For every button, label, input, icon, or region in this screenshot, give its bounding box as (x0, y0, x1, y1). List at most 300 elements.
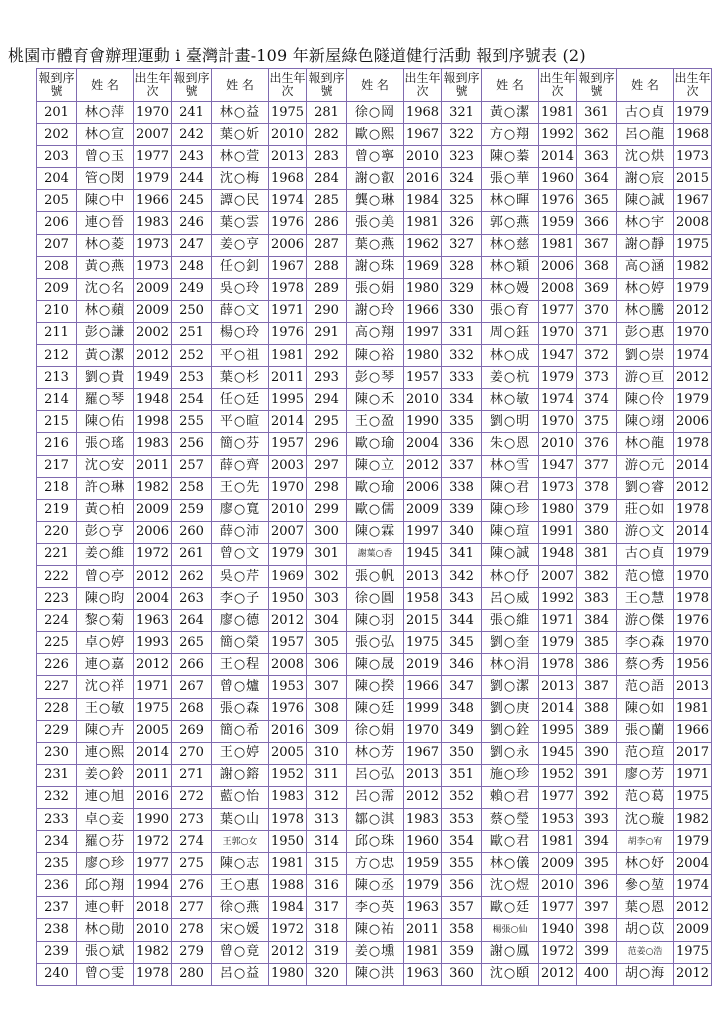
entry-birth-year: 2011 (404, 919, 442, 941)
entry-birth-year: 1966 (674, 720, 712, 742)
entry-number: 339 (442, 499, 482, 521)
entry-name: 陳○裕 (347, 345, 404, 367)
entry-name: 黃○柏 (77, 499, 134, 521)
entry-name: 姜○杭 (482, 367, 539, 389)
entry-birth-year: 1970 (134, 102, 172, 124)
entry-name: 姜○維 (77, 543, 134, 565)
entry-birth-year: 1948 (539, 543, 577, 565)
entry-number: 357 (442, 897, 482, 919)
entry-birth-year: 1966 (404, 300, 442, 322)
entry-name: 曾○竟 (212, 941, 269, 963)
entry-birth-year: 1968 (674, 124, 712, 146)
entry-birth-year: 2005 (134, 720, 172, 742)
entry-birth-year: 2013 (269, 146, 307, 168)
entry-name: 吳○芹 (212, 565, 269, 587)
entry-name: 葉○燕 (347, 234, 404, 256)
entry-name: 張○育 (482, 300, 539, 322)
header-number: 報到序號 (307, 69, 347, 102)
table-row (37, 853, 712, 875)
entry-number: 369 (577, 278, 617, 300)
header-year: 出生年次 (404, 69, 442, 102)
entry-name: 彭○惠 (617, 322, 674, 344)
entry-number: 383 (577, 588, 617, 610)
entry-birth-year: 2007 (539, 565, 577, 587)
entry-birth-year: 1976 (269, 212, 307, 234)
entry-birth-year: 1978 (269, 809, 307, 831)
entry-name: 曾○玉 (77, 146, 134, 168)
entry-birth-year: 1978 (674, 588, 712, 610)
entry-number: 385 (577, 632, 617, 654)
entry-birth-year: 1976 (269, 322, 307, 344)
entry-name: 莊○如 (617, 499, 674, 521)
entry-name: 林○嫚 (482, 278, 539, 300)
entry-number: 235 (37, 853, 77, 875)
entry-birth-year: 1977 (539, 897, 577, 919)
entry-name: 王○慧 (617, 588, 674, 610)
entry-birth-year: 1979 (134, 168, 172, 190)
entry-birth-year: 1970 (674, 632, 712, 654)
entry-birth-year: 1970 (539, 322, 577, 344)
entry-number: 310 (307, 742, 347, 764)
entry-number: 216 (37, 433, 77, 455)
table-row (37, 698, 712, 720)
entry-name: 陳○禾 (347, 389, 404, 411)
entry-number: 342 (442, 565, 482, 587)
entry-name: 古○貞 (617, 543, 674, 565)
entry-name: 黃○潔 (77, 345, 134, 367)
table-row (37, 565, 712, 587)
entry-name: 廖○德 (212, 610, 269, 632)
entry-birth-year: 1974 (674, 875, 712, 897)
entry-name: 劉○崇 (617, 345, 674, 367)
entry-birth-year: 1980 (404, 345, 442, 367)
entry-number: 294 (307, 389, 347, 411)
entry-birth-year: 1982 (674, 256, 712, 278)
table-row (37, 278, 712, 300)
entry-number: 327 (442, 234, 482, 256)
entry-name: 葉○雲 (212, 212, 269, 234)
entry-number: 341 (442, 543, 482, 565)
entry-number: 264 (172, 610, 212, 632)
entry-number: 296 (307, 433, 347, 455)
entry-number: 314 (307, 831, 347, 853)
entry-birth-year: 1981 (674, 698, 712, 720)
entry-birth-year: 1963 (134, 610, 172, 632)
entry-number: 258 (172, 477, 212, 499)
entry-birth-year: 1971 (269, 300, 307, 322)
entry-number: 209 (37, 278, 77, 300)
table-row (37, 256, 712, 278)
entry-name: 林○萍 (77, 102, 134, 124)
table-row (37, 433, 712, 455)
entry-number: 376 (577, 433, 617, 455)
entry-birth-year: 2007 (269, 521, 307, 543)
entry-birth-year: 1992 (539, 588, 577, 610)
entry-name: 徐○娟 (347, 720, 404, 742)
entry-name: 李○子 (212, 588, 269, 610)
entry-number: 254 (172, 389, 212, 411)
entry-name: 游○亘 (617, 367, 674, 389)
entry-name: 陳○誠 (617, 190, 674, 212)
entry-name: 游○元 (617, 455, 674, 477)
table-row (37, 300, 712, 322)
header-number: 報到序號 (577, 69, 617, 102)
entry-number: 241 (172, 102, 212, 124)
entry-birth-year: 1972 (134, 543, 172, 565)
entry-number: 345 (442, 632, 482, 654)
entry-name: 謝○靜 (617, 234, 674, 256)
entry-name: 彭○亨 (77, 521, 134, 543)
entry-name: 楊○玲 (212, 322, 269, 344)
table-row (37, 897, 712, 919)
entry-number: 396 (577, 875, 617, 897)
entry-birth-year: 1977 (539, 300, 577, 322)
entry-name: 范○瑄 (617, 742, 674, 764)
table-row (37, 764, 712, 786)
entry-name: 張○帆 (347, 565, 404, 587)
entry-name: 薛○沛 (212, 521, 269, 543)
entry-birth-year: 1980 (404, 278, 442, 300)
entry-number: 284 (307, 168, 347, 190)
entry-name: 王○敏 (77, 698, 134, 720)
entry-number: 332 (442, 345, 482, 367)
entry-number: 230 (37, 742, 77, 764)
entry-number: 316 (307, 875, 347, 897)
header-year: 出生年次 (269, 69, 307, 102)
header-number: 報到序號 (37, 69, 77, 102)
entry-birth-year: 2012 (134, 565, 172, 587)
entry-birth-year: 1969 (404, 256, 442, 278)
entry-number: 395 (577, 853, 617, 875)
entry-name: 謝葉○香 (347, 543, 404, 565)
entry-number: 273 (172, 809, 212, 831)
entry-number: 212 (37, 345, 77, 367)
entry-name: 黃○潔 (482, 102, 539, 124)
entry-number: 246 (172, 212, 212, 234)
entry-name: 葉○恩 (617, 897, 674, 919)
entry-name: 歐○廷 (482, 897, 539, 919)
entry-birth-year: 2015 (674, 168, 712, 190)
entry-number: 399 (577, 941, 617, 963)
entry-number: 331 (442, 322, 482, 344)
entry-name: 羅○芬 (77, 831, 134, 853)
entry-birth-year: 1975 (674, 941, 712, 963)
entry-number: 231 (37, 764, 77, 786)
entry-birth-year: 2003 (269, 455, 307, 477)
entry-name: 廖○芳 (617, 764, 674, 786)
entry-birth-year: 1970 (404, 720, 442, 742)
entry-name: 卓○婷 (77, 632, 134, 654)
entry-name: 張○美 (347, 212, 404, 234)
entry-birth-year: 1981 (404, 212, 442, 234)
entry-name: 林○成 (482, 345, 539, 367)
table-row (37, 367, 712, 389)
entry-birth-year: 1978 (539, 654, 577, 676)
entry-birth-year: 1953 (539, 809, 577, 831)
entry-birth-year: 2012 (539, 963, 577, 985)
entry-birth-year: 2009 (134, 499, 172, 521)
entry-birth-year: 2009 (674, 919, 712, 941)
table-row (37, 168, 712, 190)
entry-birth-year: 1940 (539, 919, 577, 941)
entry-name: 謝○鎔 (212, 764, 269, 786)
entry-name: 游○傑 (617, 610, 674, 632)
entry-number: 320 (307, 963, 347, 985)
entry-name: 林○暉 (482, 190, 539, 212)
entry-number: 309 (307, 720, 347, 742)
entry-name: 葉○妡 (212, 124, 269, 146)
entry-number: 257 (172, 455, 212, 477)
entry-name: 曾○亭 (77, 565, 134, 587)
entry-name: 連○軒 (77, 897, 134, 919)
entry-birth-year: 1979 (539, 632, 577, 654)
entry-birth-year: 1956 (674, 654, 712, 676)
entry-number: 324 (442, 168, 482, 190)
entry-birth-year: 1990 (134, 809, 172, 831)
entry-number: 270 (172, 742, 212, 764)
entry-number: 226 (37, 654, 77, 676)
entry-name: 彭○謙 (77, 322, 134, 344)
entry-name: 陳○君 (482, 477, 539, 499)
entry-birth-year: 1975 (674, 786, 712, 808)
entry-name: 呂○益 (212, 963, 269, 985)
table-row (37, 588, 712, 610)
entry-number: 208 (37, 256, 77, 278)
header-name: 姓 名 (212, 69, 269, 102)
entry-name: 林○穎 (482, 256, 539, 278)
entry-birth-year: 1957 (269, 632, 307, 654)
entry-birth-year: 1984 (269, 897, 307, 919)
entry-number: 237 (37, 897, 77, 919)
table-row (37, 477, 712, 499)
entry-birth-year: 2006 (269, 234, 307, 256)
entry-name: 曾○文 (212, 543, 269, 565)
entry-number: 313 (307, 809, 347, 831)
entry-number: 252 (172, 345, 212, 367)
entry-birth-year: 2013 (404, 565, 442, 587)
entry-number: 221 (37, 543, 77, 565)
entry-name: 陳○卉 (77, 720, 134, 742)
entry-birth-year: 1982 (134, 941, 172, 963)
entry-name: 呂○龍 (617, 124, 674, 146)
entry-birth-year: 1972 (134, 831, 172, 853)
table-row (37, 322, 712, 344)
entry-name: 林○伃 (482, 565, 539, 587)
entry-number: 367 (577, 234, 617, 256)
entry-number: 236 (37, 875, 77, 897)
table-row (37, 875, 712, 897)
entry-number: 355 (442, 853, 482, 875)
entry-number: 219 (37, 499, 77, 521)
entry-name: 陳○翊 (617, 411, 674, 433)
entry-number: 330 (442, 300, 482, 322)
entry-name: 徐○圓 (347, 588, 404, 610)
entry-name: 曾○雯 (77, 963, 134, 985)
entry-name: 連○旭 (77, 786, 134, 808)
entry-number: 282 (307, 124, 347, 146)
entry-name: 高○涵 (617, 256, 674, 278)
entry-birth-year: 1967 (404, 742, 442, 764)
entry-name: 陳○伶 (617, 389, 674, 411)
entry-birth-year: 1971 (134, 676, 172, 698)
entry-birth-year: 1979 (674, 543, 712, 565)
entry-number: 321 (442, 102, 482, 124)
entry-name: 王○惠 (212, 875, 269, 897)
entry-birth-year: 1979 (674, 278, 712, 300)
entry-number: 389 (577, 720, 617, 742)
header-name: 姓 名 (77, 69, 134, 102)
table-row (37, 919, 712, 941)
entry-birth-year: 2010 (269, 499, 307, 521)
entry-name: 卓○妾 (77, 809, 134, 831)
entry-birth-year: 1973 (134, 256, 172, 278)
entry-birth-year: 2002 (134, 322, 172, 344)
entry-number: 351 (442, 764, 482, 786)
entry-name: 鄒○淇 (347, 809, 404, 831)
entry-name: 陳○蓁 (482, 146, 539, 168)
entry-name: 張○森 (212, 698, 269, 720)
entry-name: 張○弘 (347, 632, 404, 654)
entry-name: 宋○媛 (212, 919, 269, 941)
entry-number: 276 (172, 875, 212, 897)
entry-name: 吳○玲 (212, 278, 269, 300)
entry-birth-year: 1982 (674, 809, 712, 831)
entry-name: 沈○煜 (482, 875, 539, 897)
entry-name: 沈○烘 (617, 146, 674, 168)
entry-name: 陳○瑄 (482, 521, 539, 543)
entry-number: 243 (172, 146, 212, 168)
entry-number: 390 (577, 742, 617, 764)
entry-name: 古○貞 (617, 102, 674, 124)
entry-number: 343 (442, 588, 482, 610)
entry-number: 377 (577, 455, 617, 477)
entry-birth-year: 1978 (134, 963, 172, 985)
entry-birth-year: 1975 (674, 234, 712, 256)
entry-birth-year: 1957 (269, 433, 307, 455)
entry-birth-year: 2018 (134, 897, 172, 919)
table-row (37, 234, 712, 256)
entry-name: 歐○熙 (347, 124, 404, 146)
header-year: 出生年次 (674, 69, 712, 102)
entry-number: 242 (172, 124, 212, 146)
table-row (37, 124, 712, 146)
entry-number: 325 (442, 190, 482, 212)
entry-birth-year: 1971 (674, 764, 712, 786)
entry-birth-year: 1999 (404, 698, 442, 720)
table-row (37, 742, 712, 764)
entry-birth-year: 2004 (404, 433, 442, 455)
entry-name: 劉○永 (482, 742, 539, 764)
entry-name: 陳○丞 (347, 875, 404, 897)
entry-name: 蔡○瑩 (482, 809, 539, 831)
entry-number: 266 (172, 654, 212, 676)
entry-number: 346 (442, 654, 482, 676)
entry-name: 參○堃 (617, 875, 674, 897)
entry-number: 261 (172, 543, 212, 565)
entry-name: 沈○安 (77, 455, 134, 477)
entry-birth-year: 2007 (134, 124, 172, 146)
entry-birth-year: 1967 (674, 190, 712, 212)
entry-number: 301 (307, 543, 347, 565)
entry-name: 張○娟 (347, 278, 404, 300)
entry-name: 管○閔 (77, 168, 134, 190)
header-name: 姓 名 (347, 69, 404, 102)
entry-number: 275 (172, 853, 212, 875)
entry-number: 247 (172, 234, 212, 256)
entry-number: 223 (37, 588, 77, 610)
entry-name: 廖○珍 (77, 853, 134, 875)
entry-name: 陳○昀 (77, 588, 134, 610)
entry-birth-year: 2015 (404, 610, 442, 632)
entry-name: 曾○寧 (347, 146, 404, 168)
entry-name: 林○宣 (77, 124, 134, 146)
entry-name: 林○儀 (482, 853, 539, 875)
table-row (37, 654, 712, 676)
table-row (37, 963, 712, 985)
entry-name: 連○嘉 (77, 654, 134, 676)
entry-name: 王○婷 (212, 742, 269, 764)
entry-name: 游○文 (617, 521, 674, 543)
entry-number: 336 (442, 433, 482, 455)
entry-name: 歐○瑜 (347, 433, 404, 455)
entry-birth-year: 1976 (539, 190, 577, 212)
entry-number: 279 (172, 941, 212, 963)
entry-birth-year: 2006 (134, 521, 172, 543)
entry-number: 366 (577, 212, 617, 234)
entry-birth-year: 1977 (134, 853, 172, 875)
entry-number: 306 (307, 654, 347, 676)
entry-number: 203 (37, 146, 77, 168)
entry-birth-year: 2006 (674, 411, 712, 433)
entry-birth-year: 1983 (404, 809, 442, 831)
entry-number: 253 (172, 367, 212, 389)
entry-birth-year: 1980 (269, 963, 307, 985)
entry-birth-year: 1981 (539, 234, 577, 256)
entry-name: 朱○恩 (482, 433, 539, 455)
entry-number: 354 (442, 831, 482, 853)
check-in-roster-table (36, 68, 712, 986)
entry-birth-year: 1970 (539, 411, 577, 433)
entry-number: 350 (442, 742, 482, 764)
entry-birth-year: 1966 (404, 676, 442, 698)
entry-name: 范○語 (617, 676, 674, 698)
entry-number: 295 (307, 411, 347, 433)
entry-birth-year: 1980 (539, 499, 577, 521)
entry-number: 356 (442, 875, 482, 897)
entry-birth-year: 2013 (404, 764, 442, 786)
entry-number: 217 (37, 455, 77, 477)
entry-name: 曾○爐 (212, 676, 269, 698)
entry-number: 222 (37, 565, 77, 587)
entry-number: 213 (37, 367, 77, 389)
entry-number: 397 (577, 897, 617, 919)
entry-number: 271 (172, 764, 212, 786)
entry-number: 215 (37, 411, 77, 433)
entry-name: 林○慈 (482, 234, 539, 256)
entry-birth-year: 2004 (134, 588, 172, 610)
entry-name: 姜○壎 (347, 941, 404, 963)
table-row (37, 190, 712, 212)
entry-name: 張○蘭 (617, 720, 674, 742)
entry-name: 林○敏 (482, 389, 539, 411)
entry-birth-year: 1978 (269, 278, 307, 300)
header-year: 出生年次 (134, 69, 172, 102)
entry-birth-year: 1952 (539, 764, 577, 786)
entry-number: 229 (37, 720, 77, 742)
entry-birth-year: 1952 (269, 764, 307, 786)
entry-name: 陳○誠 (482, 543, 539, 565)
entry-birth-year: 1971 (539, 610, 577, 632)
